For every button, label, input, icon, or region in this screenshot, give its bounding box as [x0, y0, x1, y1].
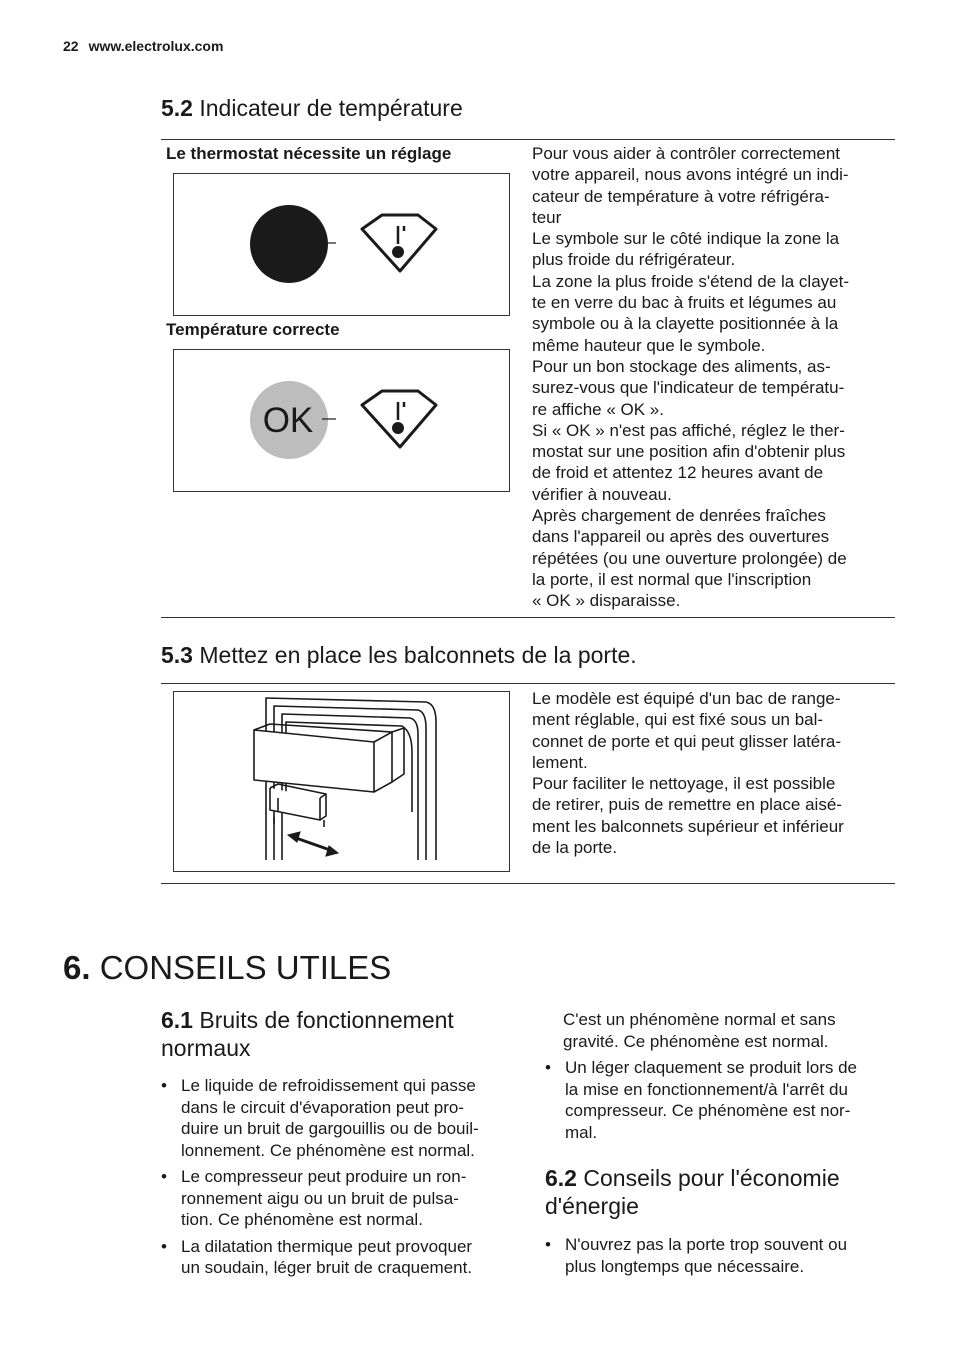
bullet-item [545, 1234, 905, 1277]
bullet-item [161, 1166, 521, 1231]
section-6-1-bullets-right [545, 1057, 905, 1143]
text-line: symbole ou à la clayette positionnée à la [532, 314, 839, 334]
ok-indicator-text: OK [262, 401, 314, 440]
text-line: vérifier à nouveau. [532, 484, 672, 504]
bullet-dot-icon: • [545, 1058, 551, 1077]
text-line: lement. [532, 752, 588, 772]
section-5-3-heading [161, 642, 637, 669]
text-line: ment réglable, qui est fixé sous un bal- [532, 710, 824, 730]
text-line: surez-vous que l'indicateur de températu- [532, 378, 845, 398]
text-line: tion. Ce phénomène est normal. [181, 1210, 423, 1229]
section-number: 6.2 [545, 1165, 577, 1191]
section-5-2-text [532, 143, 849, 612]
website-url: www.electrolux.com [88, 38, 224, 54]
bullet-dot-icon: • [545, 1235, 551, 1254]
text-line: La zone la plus froide s'étend de la clayet- [532, 271, 849, 291]
text-line: mal. [565, 1122, 598, 1142]
text-line: même hauteur que le symbole. [532, 335, 766, 355]
text-line: compresseur. Ce phénomène est nor- [565, 1101, 851, 1120]
page-number: 22 [63, 38, 79, 54]
text-line: Un léger claquement se produit lors de [565, 1058, 857, 1077]
indicator-adjust-figure [173, 173, 510, 316]
section-title: Mettez en place les balconnets de la porte. [199, 642, 637, 668]
text-line: votre appareil, nous avons intégré un indi- [532, 165, 849, 185]
text-line: Pour faciliter le nettoyage, il est possible [532, 774, 836, 794]
text-line: duire un bruit de gargouillis ou de bouil- [181, 1119, 479, 1138]
text-line: mostat sur une position afin d'obtenir plus [532, 442, 846, 462]
text-line: N'ouvrez pas la porte trop souvent ou [565, 1235, 848, 1254]
section-number: 5.3 [161, 642, 193, 668]
text-line: plus longtemps que nécessaire. [565, 1256, 805, 1276]
section-5-2-heading [161, 95, 463, 122]
divider [161, 139, 895, 140]
bullet-dot-icon: • [161, 1236, 167, 1256]
text-line: Pour vous aider à contrôler correctement [532, 144, 841, 163]
text-line: Si « OK » n'est pas affiché, réglez le ther- [532, 420, 845, 440]
section-title-line2: d'énergie [545, 1193, 639, 1219]
text-line: dans le circuit d'évaporation peut pro- [181, 1097, 464, 1117]
text-line: La dilatation thermique peut provoquer [181, 1236, 473, 1256]
text-line: lonnement. Ce phénomène est normal. [181, 1140, 475, 1160]
text-line: teur [532, 207, 562, 227]
section-5-3-text [532, 688, 844, 858]
text-line: Le modèle est équipé d'un bac de range- [532, 689, 841, 708]
text-line: cateur de température à votre réfrigéra- [532, 186, 830, 206]
label-thermostat-adjust: Le thermostat nécessite un réglage [166, 144, 452, 163]
section-title: Indicateur de température [199, 95, 463, 121]
text-line: de retirer, puis de remettre en place aisé- [532, 795, 842, 815]
text-line: « OK » disparaisse. [532, 591, 681, 611]
text-line: Après chargement de denrées fraîches [532, 506, 826, 526]
section-6-1-bullets [161, 1075, 521, 1284]
section-number: 6.1 [161, 1007, 193, 1033]
section-6-2-bullets [545, 1234, 905, 1282]
text-line: re affiche « OK ». [532, 399, 664, 419]
text-line: répétées (ou une ouverture prolongée) de [532, 548, 847, 568]
section-title-line1: Conseils pour l'économie [583, 1165, 840, 1191]
page-header [63, 38, 233, 54]
text-line: te en verre du bac à fruits et légumes au [532, 293, 837, 313]
text-line: la porte, il est normal que l'inscription [532, 569, 812, 589]
text-line: Le compresseur peut produire un ron- [181, 1167, 467, 1186]
bullet-item [161, 1236, 521, 1279]
text-line: de froid et attentez 12 heures avant de [532, 463, 824, 483]
chapter-title: CONSEILS UTILES [99, 949, 392, 986]
indicator-adjust-svg [174, 174, 509, 315]
bullet-dot-icon: • [161, 1076, 167, 1095]
dark-indicator-icon [250, 205, 328, 283]
label-temperature-correct: Température correcte [166, 320, 340, 339]
chapter-number: 6. [63, 949, 91, 986]
text-line: ment les balconnets supérieur et inférieur [532, 816, 844, 836]
text-line: ronnement aigu ou un bruit de pulsa- [181, 1188, 459, 1208]
door-balcony-svg [174, 692, 509, 871]
bullet-item [161, 1075, 521, 1161]
text-line: plus froide du réfrigérateur. [532, 250, 736, 270]
text-line: Le liquide de refroidissement qui passe [181, 1076, 476, 1095]
text-line: Le symbole sur le côté indique la zone la [532, 229, 840, 249]
text-line: gravité. Ce phénomène est normal. [563, 1031, 829, 1051]
divider [161, 683, 895, 684]
section-6-2-heading [545, 1164, 840, 1220]
text-line: dans l'appareil ou après des ouvertures [532, 527, 830, 547]
continuation-text [545, 1009, 905, 1052]
divider [161, 883, 895, 884]
door-illustration-icon [254, 698, 436, 860]
section-6-1-heading [161, 1006, 454, 1062]
text-line: connet de porte et qui peut glisser latéra- [532, 731, 842, 751]
chapter-6-heading [63, 949, 391, 987]
indicator-ok-figure [173, 349, 510, 492]
section-number: 5.2 [161, 95, 193, 121]
text-line: C'est un phénomène normal et sans [563, 1010, 836, 1029]
slide-arrow-icon [288, 832, 338, 856]
bullet-item [545, 1057, 905, 1143]
section-title-line1: Bruits de fonctionnement [199, 1007, 454, 1033]
section-title-line2: normaux [161, 1035, 251, 1061]
text-line: de la porte. [532, 838, 618, 858]
door-balcony-figure [173, 691, 510, 872]
bullet-dot-icon: • [161, 1167, 167, 1186]
section-6-1-continued [545, 1009, 905, 1148]
indicator-ok-svg [174, 350, 509, 491]
divider [161, 617, 895, 618]
text-line: Pour un bon stockage des aliments, as- [532, 356, 831, 376]
text-line: la mise en fonctionnement/à l'arrêt du [565, 1079, 848, 1099]
text-line: un soudain, léger bruit de craquement. [181, 1258, 473, 1277]
